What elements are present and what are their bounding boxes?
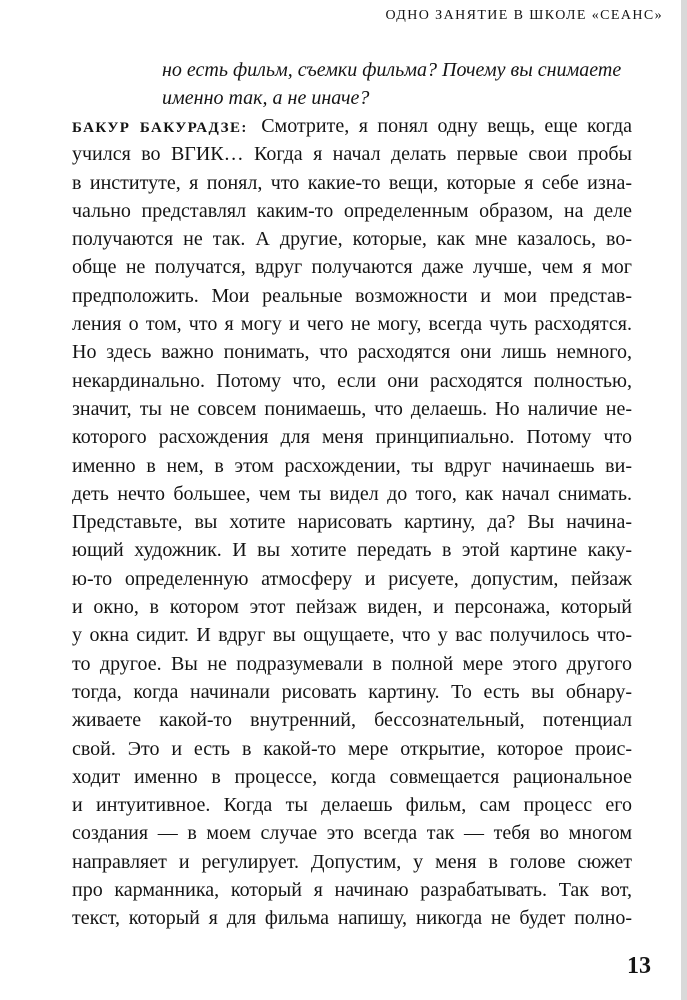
- answer-line: то другое. Вы не подразумевали в полной мере этого другого: [72, 652, 632, 675]
- answer-line: живаете какой-то внутренний, бессознательный, потенциал: [72, 709, 632, 732]
- question-text: [162, 56, 621, 112]
- question-line: именно так, а не иначе?: [162, 87, 370, 109]
- answer-line: и окно, в котором этот пейзаж виден, и персонажа, который: [72, 596, 632, 619]
- answer-line: ющий художник. И вы хотите передать в этой картине каку-: [72, 539, 632, 562]
- answer-line: ходит именно в процессе, когда совмещается рациональное: [72, 765, 632, 788]
- answer-line: предположить. Мои реальные возможности и мои представ-: [72, 284, 632, 307]
- answer-line: создания — в моем случае это всегда так — тебя во многом: [72, 822, 632, 845]
- page-number: 13: [627, 953, 651, 979]
- page-edge-shadow: [681, 0, 687, 1000]
- answer-line: деть нечто большее, чем ты видел до того, как начал снимать.: [72, 482, 632, 505]
- answer-line: у окна сидит. И вдруг вы ощущаете, что у вас получилось что-: [72, 624, 632, 647]
- answer-line: тогда, когда начинали рисовать картину. То есть вы обнару-: [72, 680, 632, 703]
- answer-line: значит, ты не совсем понимаешь, что делаешь. Но наличие не-: [72, 397, 632, 420]
- answer-line: именно в нем, в этом расхождении, ты вдруг начинаешь ви-: [72, 454, 632, 477]
- answer-line: в институте, я понял, что какие-то вещи, которые я себе изна-: [72, 171, 632, 194]
- answer-line: Смотрите, я понял одну вещь, еще когда: [261, 115, 632, 137]
- answer-text: [72, 112, 632, 933]
- answer-line: направляет и регулирует. Допустим, у меня в голове сюжет: [72, 850, 632, 873]
- answer-line: учился во ВГИК… Когда я начал делать первые свои пробы: [72, 143, 632, 166]
- answer-line: обще не получатся, вдруг получаются даже лучше, чем я мог: [72, 256, 632, 279]
- answer-first-line: [72, 112, 632, 140]
- answer-line: Представьте, вы хотите нарисовать картину, да? Вы начина-: [72, 511, 632, 534]
- answer-line: получаются не так. А другие, которые, как мне казалось, во-: [72, 228, 632, 251]
- answer-line: которого расхождения для меня принципиально. Потому что: [72, 426, 632, 449]
- running-head: ОДНО ЗАНЯТИЕ В ШКОЛЕ «СЕАНС»: [385, 8, 663, 23]
- answer-line: ления о том, что я могу и чего не могу, всегда чуть расходятся.: [72, 313, 632, 336]
- answer-line: и интуитивное. Когда ты делаешь фильм, сам процесс его: [72, 794, 632, 817]
- answer-line: ю-то определенную атмосферу и рисуете, допустим, пейзаж: [72, 567, 632, 590]
- answer-line: текст, который я для фильма напишу, никогда не будет полно-: [72, 907, 632, 930]
- answer-line: про карманника, который я начинаю разрабатывать. Так вот,: [72, 879, 632, 902]
- speaker-name: БАКУР БАКУРАДЗЕ:: [72, 120, 248, 136]
- answer-line: чально представлял каким-то определенным образом, на деле: [72, 199, 632, 222]
- question-line: но есть фильм, съемки фильма? Почему вы снимаете: [162, 59, 622, 81]
- answer-line: некардинально. Потому что, если они расходятся полностью,: [72, 369, 632, 392]
- answer-line: Но здесь важно понимать, что расходятся они лишь немного,: [72, 341, 632, 364]
- answer-line: свой. Это и есть в какой-то мере открытие, которое проис-: [72, 737, 632, 760]
